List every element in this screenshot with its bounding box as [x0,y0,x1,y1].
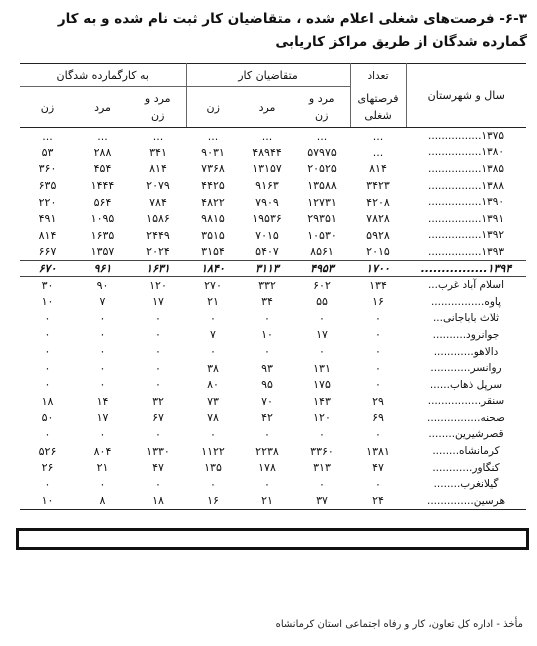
table-row [20,161,526,178]
row-value: ۹۰ [96,278,109,292]
header-placed: به کارگمارده شدگان [20,64,186,87]
row-value: ۶۶۷ [38,245,57,259]
row-value: ۴۸۹۴۴ [252,145,282,159]
row-value: ۰ [44,311,51,325]
row-value: ۳۴۱ [149,145,167,159]
row-value: ۴۲ [261,411,273,425]
row-value: ۳۳۲ [258,278,276,292]
row-value: ۲۰۷۹ [146,179,170,193]
row-value: ۲۱ [207,295,219,309]
row-value: ۲۱ [240,493,294,510]
row-value: ۱۳۱۵۷ [252,162,282,176]
row-value: ۵۴۰۷ [255,245,279,259]
row-value: ۳۱۳ [313,461,331,475]
row-value: ۲۱ [96,461,109,475]
header-year-city: سال و شهرستان [406,64,526,128]
row-value: ۲۴۴۹ [146,228,170,242]
table-row [20,293,526,310]
row-value: ۹۵ [261,378,273,392]
table-row [20,493,526,510]
row-value: ۰ [99,361,106,375]
row-value: ۱۷ [316,328,328,342]
row-value: ۲۲۰ [38,195,57,209]
row-name: اسلام آباد غرب... [427,279,505,292]
row-value: ۸۱۴ [38,228,57,242]
row-value: ۰ [44,378,51,392]
table-row [20,410,526,427]
row-value: ... [207,129,219,143]
row-value: ۹۶۱ [93,262,112,276]
row-value: ۰ [319,477,325,491]
leader-dots: ............ [432,461,473,474]
row-value: ۰ [375,328,381,342]
highlight-box-kermanshah [16,528,529,550]
header-applicants-female: زن [186,87,240,128]
table-row [20,277,526,294]
row-value: ۱۸۴۰ [201,262,225,276]
row-value: ۶۳۵ [38,179,57,193]
row-value: ۰ [375,345,381,359]
row-value: ۰ [375,361,381,375]
row-value: ۲۷۰ [204,278,222,292]
table-row [20,343,526,360]
row-value: ۰ [99,328,106,342]
row-value: ۰ [155,477,161,491]
row-value: ۱۹۵۳۶ [252,212,282,226]
row-value: ۴۴۲۵ [201,179,225,193]
row-value: ۵۵ [316,295,328,309]
row-value: ۵۲۶ [38,444,57,458]
row-value: ۱۶ [372,295,384,309]
row-value: ۵۶۴ [93,195,112,209]
table-row [20,393,526,410]
header-placed-female: زن [20,87,75,128]
row-value: ۰ [155,361,161,375]
row-value: ۱۲۰ [149,278,167,292]
row-value: ۵۳ [41,145,54,159]
row-value: ۰ [264,477,270,491]
row-name: ۱۳۸۵................ [428,162,504,175]
row-value: ۷۰۱۵ [255,228,279,242]
row-value: ۳۸ [207,361,219,375]
row-value: ۳۳۶۰ [310,444,334,458]
leader-dots: ... [427,279,438,292]
row-value: ۵۹۲۸ [366,228,390,242]
row-value: ۰ [44,361,51,375]
header-jobs: فرصتهای شغلی [350,87,406,128]
row-value: ۱۰ [20,493,75,510]
leader-dots: ................ [428,212,482,225]
row-value: ۸۱۴ [149,162,167,176]
row-value: ۰ [210,427,216,441]
row-name: ۱۳۹۰................ [428,196,504,209]
row-value: ۱۳۵۷ [90,245,115,259]
row-value: ... [152,129,164,143]
row-value: ۱۰ [41,295,54,309]
row-value: ... [316,129,328,143]
row-value: ۴۷ [152,461,164,475]
table-row [20,327,526,344]
row-value: ۳۱۵۴ [201,245,225,259]
row-value: ۲۰۱۵ [366,245,390,259]
row-value: ۲۰۵۲۵ [307,162,337,176]
row-value: ۰ [155,427,161,441]
leader-dots: ................ [428,229,482,242]
row-name: جوانرود.......... [432,328,500,341]
row-value: ۴۸۲۲ [201,195,225,209]
row-value: ۱۳۴ [369,278,387,292]
table-row [20,210,526,227]
row-value: ۴۵۴ [93,162,112,176]
row-value: ۱۴۴۴ [90,179,115,193]
row-value: ۱۸ [130,493,186,510]
row-value: ... [372,129,384,143]
row-value: ۳۲ [152,394,164,408]
row-value: ۰ [210,311,216,325]
leader-dots: ................ [428,130,482,143]
row-value: ۷۸۴ [149,195,167,209]
row-name: ثلاث باباجانی... [432,312,500,325]
row-value: ۲۶ [41,461,54,475]
row-value: ۰ [375,427,381,441]
row-value: ۱۷ [96,411,109,425]
row-value: ۶۰۲ [313,278,331,292]
row-value: ... [372,145,384,159]
row-name: دالاهو............ [433,345,499,358]
row-value: ۰ [99,311,106,325]
row-value: ۰ [99,477,106,491]
row-name: سرپل ذهاب...... [429,378,503,391]
leader-dots: ............ [430,362,471,375]
row-value: ۰ [155,345,161,359]
table-row [20,476,526,493]
leader-dots: .............. [426,494,474,507]
row-name: صحنه................ [427,411,505,424]
row-value: ۱۸ [41,394,54,408]
table-row [20,426,526,443]
row-value: ۷۳۶۸ [201,162,225,176]
row-value: ۱۳۵ [204,461,222,475]
data-table [20,63,526,510]
row-value: ۴۹۱ [38,212,57,226]
row-value: ۷۹۰۹ [255,195,279,209]
row-value: ۰ [155,378,161,392]
row-name: ۱۳۹۲................ [428,229,504,242]
table-row [20,360,526,377]
header-jobs-label: تعداد [367,69,389,82]
row-value: ... [42,129,53,143]
row-value: ۱۵۸۶ [146,212,170,226]
row-value: ۸ [75,493,130,510]
row-name: کرمانشاه........ [432,445,500,458]
row-name: روانسر............ [430,362,502,375]
row-value: ۱۶۳۱ [146,262,170,276]
row-value: ۰ [319,311,325,325]
row-value: ۰ [44,477,51,491]
row-value: ... [261,129,273,143]
row-value: ۵۰ [41,411,54,425]
table-row [20,194,526,211]
row-value: ۰ [99,378,106,392]
leader-dots: ........ [432,445,460,458]
leader-dots: ................ [420,262,488,276]
row-value: ۱۰ [261,328,273,342]
row-value: ۱۱۲۲ [201,444,225,458]
row-value: ۲۸۸ [93,145,112,159]
source-note: مأخذ - اداره کل تعاون، کار و رفاه اجتماعی استان کرمانشاه [275,619,523,630]
row-value: ۱۳۵۸۸ [307,179,337,193]
leader-dots: ................ [428,196,482,209]
row-value: ۳۷ [294,493,350,510]
row-value: ۳۱۱۳ [255,262,279,276]
row-value: ۶۹ [372,411,384,425]
row-value: ۰ [99,427,106,441]
row-value: ... [97,129,108,143]
row-value: ۶۷ [152,411,164,425]
row-name: سنقر................ [427,395,505,408]
leader-dots: ................ [427,395,482,408]
row-value: ۷ [99,295,106,309]
row-value: ۳۴۲۳ [366,179,390,193]
row-value: ۳۵۱۵ [201,228,225,242]
row-value: ۰ [155,328,161,342]
row-name: ۱۳۸۰................ [428,146,504,159]
row-name: ۱۳۷۵................ [428,130,504,143]
row-value: ۱۳۸۱ [366,444,390,458]
row-value: ۳۴ [261,295,273,309]
leader-dots: ............ [433,345,474,358]
header-applicants-both: مرد و زن [294,87,350,128]
row-value: ۷۳ [207,394,219,408]
table-row [20,443,526,460]
header-placed-both: مرد و زن [130,87,186,128]
row-value: ۳۰ [41,278,54,292]
row-value: ۱۳۳۰ [146,444,170,458]
row-value: ۰ [44,427,51,441]
row-value: ۱۲۷۳۱ [307,195,337,209]
row-value: ۱۷۰۰ [366,262,390,276]
leader-dots: .......... [432,328,467,341]
leader-dots: ................ [428,146,482,159]
row-value: ۰ [375,311,381,325]
row-value: ۰ [210,345,216,359]
row-value: ۲۹۳۵۱ [307,212,337,226]
header-placed-male: مرد [75,87,130,128]
row-name: ۱۳۹۳................ [428,245,504,258]
row-value: ۲۰۲۴ [146,245,170,259]
row-value: ۱۰۹۵ [90,212,115,226]
row-name: گیلانغرب........ [433,478,499,491]
row-value: ۸۵۶۱ [310,245,334,259]
row-value: ۹۰۳۱ [201,145,225,159]
row-value: ۱۴۳ [313,394,331,408]
row-value: ۷۸ [207,411,219,425]
row-value: ۷۸۲۸ [366,212,390,226]
row-value: ۰ [210,477,216,491]
header-jobs-count [350,64,406,87]
row-value: ۱۶ [186,493,240,510]
leader-dots: ................ [428,179,482,192]
row-name: ۱۳۹۴................ [420,262,512,276]
row-value: ۶۷۰ [38,262,57,276]
row-value: ۰ [44,328,51,342]
table-row [20,260,526,277]
leader-dots: ........ [433,478,461,491]
row-value: ۰ [375,477,381,491]
header-applicants: متقاضیان کار [186,64,350,87]
table-row [20,177,526,194]
row-value: ۲۲۳۸ [255,444,279,458]
table-row [20,310,526,327]
row-value: ۱۳۱ [313,361,331,375]
row-value: ۲۹ [372,394,384,408]
row-value: ۰ [264,427,270,441]
row-value: ۱۷ [152,295,164,309]
row-name: پاوه................ [430,295,502,308]
header-applicants-male: مرد [240,87,294,128]
row-value: ۸۰۴ [93,444,112,458]
row-value: ۱۷۵ [313,378,331,392]
row-value: ۱۲۰ [313,411,331,425]
table-row [20,459,526,476]
table-row [20,227,526,244]
row-value: ۲۴ [350,493,406,510]
row-value: ۹۱۶۳ [255,179,279,193]
row-value: ۱۴ [96,394,109,408]
row-value: ۳۶۰ [38,162,57,176]
row-value: ۴۹۵۳ [310,262,334,276]
row-value: ۰ [44,345,51,359]
row-value: ۱۰۵۳۰ [307,228,337,242]
row-value: ۰ [264,345,270,359]
row-value: ۹۸۱۵ [201,212,225,226]
table-title: ۶-۳- فرصت‌های شغلی اعلام شده ، متقاضیان کار ثبت نام شده و به کار گمارده شدگان از طریق مراکز کاریابی [57,11,527,50]
row-name: قصرشیرین........ [428,428,504,441]
leader-dots: ................ [427,411,481,424]
table-body [20,128,526,510]
row-name: ۱۳۸۸................ [428,179,504,192]
table-row [20,244,526,261]
row-value: ۸۰ [207,378,219,392]
row-value: ۰ [155,311,161,325]
row-value: ۰ [264,311,270,325]
row-value: ۴۷ [372,461,384,475]
row-value: ۵۷۹۷۵ [307,145,337,159]
row-name: هرسین.............. [406,493,526,510]
leader-dots: ... [432,312,443,325]
row-name: کنگاور............ [432,461,500,474]
row-value: ۰ [375,378,381,392]
leader-dots: ................ [428,162,482,175]
row-name: ۱۳۹۱................ [428,212,504,225]
leader-dots: ...... [429,378,450,391]
row-value: ۱۷۸ [258,461,276,475]
table-row [20,376,526,393]
row-value: ۸۱۴ [369,162,387,176]
row-value: ۷ [210,328,216,342]
table-row [20,144,526,161]
row-value: ۰ [319,345,325,359]
row-value: ۹۳ [261,361,273,375]
leader-dots: ................ [430,295,485,308]
row-value: ۰ [319,427,325,441]
table-row [20,128,526,145]
row-value: ۷۰ [261,394,273,408]
row-value: ۰ [99,345,106,359]
row-value: ۱۶۳۵ [90,228,115,242]
row-value: ۴۲۰۸ [366,195,390,209]
leader-dots: ................ [428,245,482,258]
leader-dots: ........ [428,428,456,441]
